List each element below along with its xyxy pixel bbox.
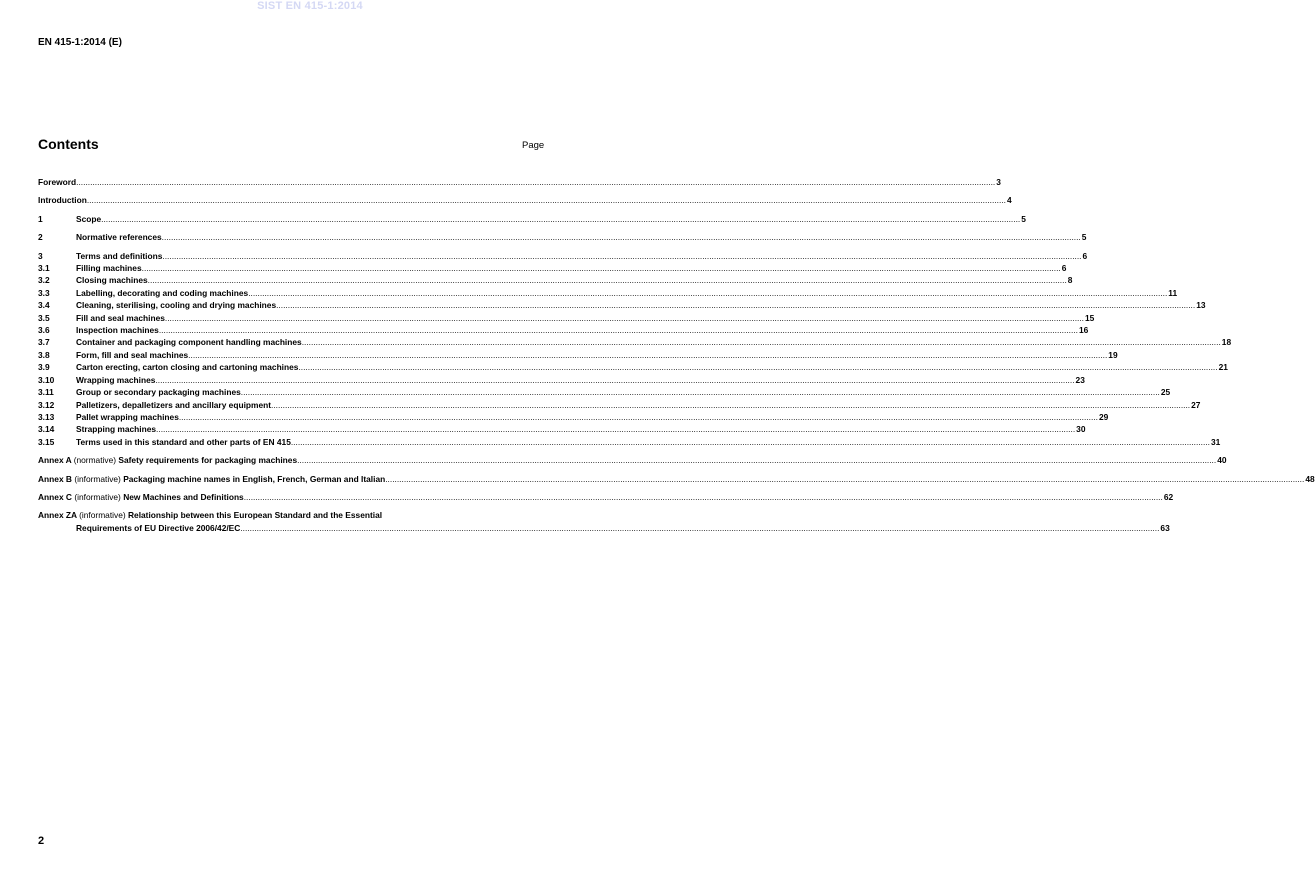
leader-dots xyxy=(87,194,1006,206)
annex-kind: (informative) xyxy=(74,473,121,484)
leader-dots xyxy=(240,522,1159,534)
toc-entry-foreword[interactable] xyxy=(38,176,1001,188)
annex-kind: (informative) xyxy=(74,491,121,502)
leader-dots xyxy=(101,213,1020,225)
toc-entry-number: 3.14 xyxy=(38,424,55,435)
toc-entry-title: Wrapping machines xyxy=(76,374,156,385)
leader-dots xyxy=(385,473,1304,485)
table-of-contents xyxy=(38,176,1315,534)
toc-entry-normative-references[interactable] xyxy=(38,231,1087,243)
toc-entry-number: 3.6 xyxy=(38,325,50,336)
leader-dots xyxy=(162,231,1081,243)
toc-entry-title: Introduction xyxy=(38,195,87,206)
toc-entry-page: 29 xyxy=(1098,411,1109,422)
toc-entry-number: 3.10 xyxy=(38,374,55,385)
toc-entry-page: 48 xyxy=(1305,473,1315,484)
leader-dots xyxy=(156,423,1075,435)
annex-kind: (informative) xyxy=(79,510,126,521)
toc-entry[interactable] xyxy=(38,262,1067,274)
annex-title: Relationship between this European Standard and the Essential xyxy=(127,510,383,521)
toc-entry-page: 8 xyxy=(1067,275,1073,286)
toc-entry[interactable] xyxy=(38,423,1086,435)
annex-label: Annex C xyxy=(38,491,72,502)
toc-entry-title: Inspection machines xyxy=(76,325,159,336)
toc-entry-page: 62 xyxy=(1163,491,1174,502)
toc-entry-number: 3.7 xyxy=(38,337,50,348)
leader-dots xyxy=(155,374,1074,386)
toc-entry-page: 25 xyxy=(1160,387,1171,398)
toc-entry-title: Cleaning, sterilising, cooling and drying machines xyxy=(76,300,277,311)
toc-entry-title: Terms and definitions xyxy=(76,250,163,261)
toc-entry-title: Normative references xyxy=(76,232,162,243)
leader-dots xyxy=(159,324,1078,336)
toc-entry-number: 3.15 xyxy=(38,436,55,447)
toc-annex-a[interactable] xyxy=(38,454,1227,466)
toc-annex-za-continued[interactable] xyxy=(38,522,1170,534)
toc-entry-number: 3.1 xyxy=(38,263,50,274)
toc-entry[interactable] xyxy=(38,374,1085,386)
contents-heading: Contents xyxy=(38,136,99,152)
toc-entry-page: 19 xyxy=(1108,349,1118,360)
toc-entry[interactable] xyxy=(38,312,1095,324)
toc-entry-title: Group or secondary packaging machines xyxy=(76,387,241,398)
leader-dots xyxy=(302,336,1221,348)
leader-dots xyxy=(162,250,1081,262)
leader-dots xyxy=(248,287,1167,299)
toc-entry-title: Container and packaging component handling machines xyxy=(76,337,302,348)
toc-entry-page: 27 xyxy=(1191,399,1201,410)
annex-title: Packaging machine names in English, French, German and Italian xyxy=(123,473,386,484)
toc-entry[interactable] xyxy=(38,361,1228,373)
leader-dots xyxy=(179,411,1098,423)
toc-entry-introduction[interactable] xyxy=(38,194,1012,206)
toc-entry-page: 4 xyxy=(1006,195,1012,206)
page-column-label: Page xyxy=(522,140,545,151)
toc-entry-page: 3 xyxy=(996,177,1001,187)
toc-entry-number: 3.12 xyxy=(38,399,55,410)
toc-annex-b[interactable] xyxy=(38,473,1315,485)
toc-entry-number: 3.9 xyxy=(38,362,50,373)
toc-entry[interactable] xyxy=(38,436,1221,448)
toc-annex-za[interactable] xyxy=(38,509,546,521)
toc-entry-page: 23 xyxy=(1075,374,1085,385)
toc-entry-page: 6 xyxy=(1061,263,1067,274)
leader-dots xyxy=(297,454,1216,466)
toc-entry-number: 2 xyxy=(38,232,43,243)
annex-heading xyxy=(38,491,244,503)
toc-entry-title: Terms used in this standard and other parts of EN 415 xyxy=(76,436,291,447)
toc-entry-title: Carton erecting, carton closing and cartoning machines xyxy=(76,362,299,373)
toc-entry-number: 1 xyxy=(38,213,43,224)
toc-entry-title: Palletizers, depalletizers and ancillary equipment xyxy=(76,399,272,410)
watermark: SIST EN 415-1:2014 xyxy=(257,0,363,12)
toc-entry[interactable] xyxy=(38,274,1073,286)
annex-label: Annex B xyxy=(38,473,72,484)
toc-entry-title: Closing machines xyxy=(76,275,148,286)
leader-dots xyxy=(165,312,1084,324)
toc-annex-c[interactable] xyxy=(38,491,1174,503)
toc-entry-number: 3.4 xyxy=(38,300,50,311)
toc-entry-number: 3.2 xyxy=(38,275,50,286)
leader-dots xyxy=(241,386,1160,398)
leader-dots xyxy=(188,349,1107,361)
toc-entry-title: Fill and seal machines xyxy=(76,312,165,323)
annex-heading xyxy=(38,454,297,466)
toc-entry-page: 16 xyxy=(1078,325,1089,336)
leader-dots xyxy=(244,491,1163,503)
toc-entry-page: 31 xyxy=(1210,436,1221,447)
toc-entry[interactable] xyxy=(38,349,1118,361)
leader-dots xyxy=(142,262,1061,274)
toc-entry[interactable] xyxy=(38,386,1171,398)
leader-dots xyxy=(276,299,1195,311)
toc-entry-page: 63 xyxy=(1160,522,1170,533)
toc-entry[interactable] xyxy=(38,399,1201,411)
toc-entry-page: 40 xyxy=(1217,455,1227,466)
toc-entry-scope[interactable] xyxy=(38,213,1026,225)
toc-entry-title: Pallet wrapping machines xyxy=(76,411,179,422)
toc-entry-number: 3 xyxy=(38,250,43,261)
toc-entry-number: 3.13 xyxy=(38,411,55,422)
toc-entry-number: 3.11 xyxy=(38,387,54,398)
annex-heading xyxy=(38,509,382,521)
toc-entry-page: 15 xyxy=(1085,312,1095,323)
leader-dots xyxy=(291,436,1210,448)
toc-entry-page: 11 xyxy=(1168,287,1178,298)
annex-title: New Machines and Definitions xyxy=(123,491,244,502)
leader-dots xyxy=(148,274,1067,286)
document-id: EN 415-1:2014 (E) xyxy=(38,37,122,48)
toc-entry-title: Filling machines xyxy=(76,263,142,274)
toc-entry-page: 18 xyxy=(1221,337,1232,348)
annex-kind: (normative) xyxy=(73,455,117,466)
toc-entry[interactable] xyxy=(38,411,1109,423)
toc-entry-page: 30 xyxy=(1076,424,1086,435)
toc-entry[interactable] xyxy=(38,336,1232,348)
toc-entry[interactable] xyxy=(38,299,1206,311)
toc-entry[interactable] xyxy=(38,324,1089,336)
toc-entry-page: 6 xyxy=(1082,250,1088,261)
leader-dots xyxy=(271,399,1190,411)
page-number: 2 xyxy=(38,835,45,847)
annex-label: Annex A xyxy=(38,455,72,466)
toc-entry-title: Form, fill and seal machines xyxy=(76,349,189,360)
toc-entry-page: 21 xyxy=(1218,362,1228,373)
toc-entry-number: 3.8 xyxy=(38,349,50,360)
annex-title-continued: Requirements of EU Directive 2006/42/EC xyxy=(76,522,241,533)
toc-entry-page: 5 xyxy=(1021,213,1026,224)
toc-entry-title: Labelling, decorating and coding machines xyxy=(76,287,249,298)
leader-dots xyxy=(298,361,1217,373)
annex-heading xyxy=(38,473,385,485)
toc-entry-terms[interactable] xyxy=(38,250,1088,262)
toc-entry-number: 3.3 xyxy=(38,287,50,298)
toc-entry-title: Strapping machines xyxy=(76,424,157,435)
toc-entry[interactable] xyxy=(38,287,1178,299)
toc-entry-number: 3.5 xyxy=(38,312,50,323)
leader-dots xyxy=(76,176,995,188)
toc-entry-page: 13 xyxy=(1196,300,1206,311)
annex-title: Safety requirements for packaging machines xyxy=(118,455,298,466)
toc-entry-title: Foreword xyxy=(38,177,77,187)
annex-label: Annex ZA xyxy=(38,510,77,521)
toc-entry-page: 5 xyxy=(1081,232,1087,243)
toc-entry-title: Scope xyxy=(76,213,102,224)
